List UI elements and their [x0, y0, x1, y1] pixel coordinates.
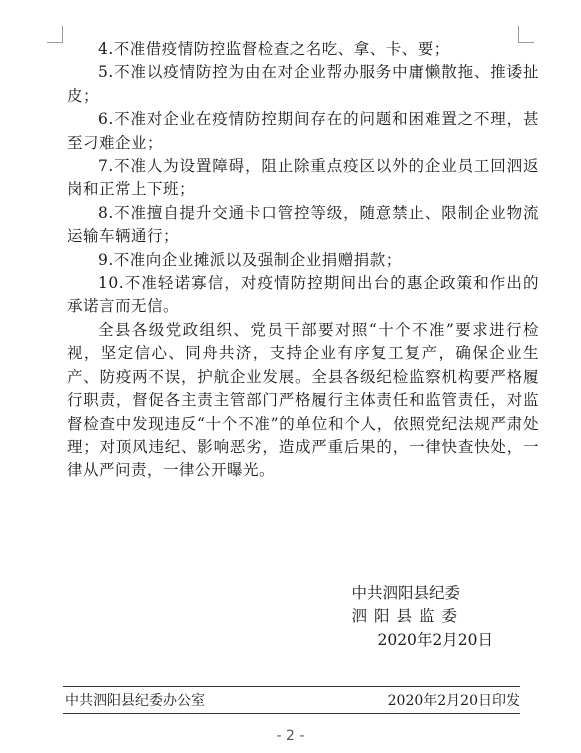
crop-mark-top-left-horizontal — [47, 42, 63, 43]
paragraph-item-4: 4.不准借疫情防控监督检查之名吃、拿、卡、要； — [98, 40, 450, 58]
document-body — [67, 38, 539, 483]
signature-date: 2020年2月20日 — [377, 630, 493, 649]
paragraph-item-10: 10.不准轻诺寡信，对疫情防控期间出台的惠企政策和作出的承诺言而无信。 — [67, 274, 539, 316]
footer-issuing-office: 中共泗阳县纪委办公室 — [65, 693, 205, 709]
crop-mark-top-left-vertical — [62, 26, 63, 42]
paragraph-item-9: 9.不准向企业摊派以及强制企业捐赠捐款； — [98, 250, 402, 269]
paragraph-item-7: 7.不准人为设置障碍，阻止除重点疫区以外的企业员工回泗返岗和正常上下班； — [67, 157, 539, 199]
footer-rule-top — [63, 686, 520, 687]
paragraph-item-8: 8.不准擅自提升交通卡口管控等级，随意禁止、限制企业物流运输车辆通行； — [67, 203, 539, 246]
footer-rule-bottom — [63, 713, 520, 714]
paragraph-summary: 全县各级党政组织、党员干部要对照“十个不准”要求进行检视，坚定信心、同舟共济，支持企业有序复工复产，确保企业生产、防疫两不误，护航企业发展。全县各级纪检监察机构要严格履行职责，督促各主责主管部门严格履行主体责任和监管责任，对监督检查中发现违反“十个不准”的单位和个人，依照党纪法规严肃处理；对顶风违纪、影响恶劣，造成严重后果的，一律快查快处，一律从严问责，一律公开曝光。 — [67, 320, 539, 480]
signature-org-supervision: 泗阳县监委 — [351, 607, 464, 626]
paragraph-item-6: 6.不准对企业在疫情防控期间存在的问题和困难置之不理，甚至刁难企业； — [67, 110, 539, 152]
signature-block — [351, 582, 493, 652]
paragraph-item-5: 5.不准以疫情防控为由在对企业帮办服务中庸懒散拖、推诿扯皮； — [67, 63, 539, 105]
signature-org-committee: 中共泗阳县纪委 — [351, 584, 460, 602]
page-number: - 2 - — [276, 728, 305, 744]
footer-print-date: 2020年2月20日印发 — [387, 693, 520, 709]
